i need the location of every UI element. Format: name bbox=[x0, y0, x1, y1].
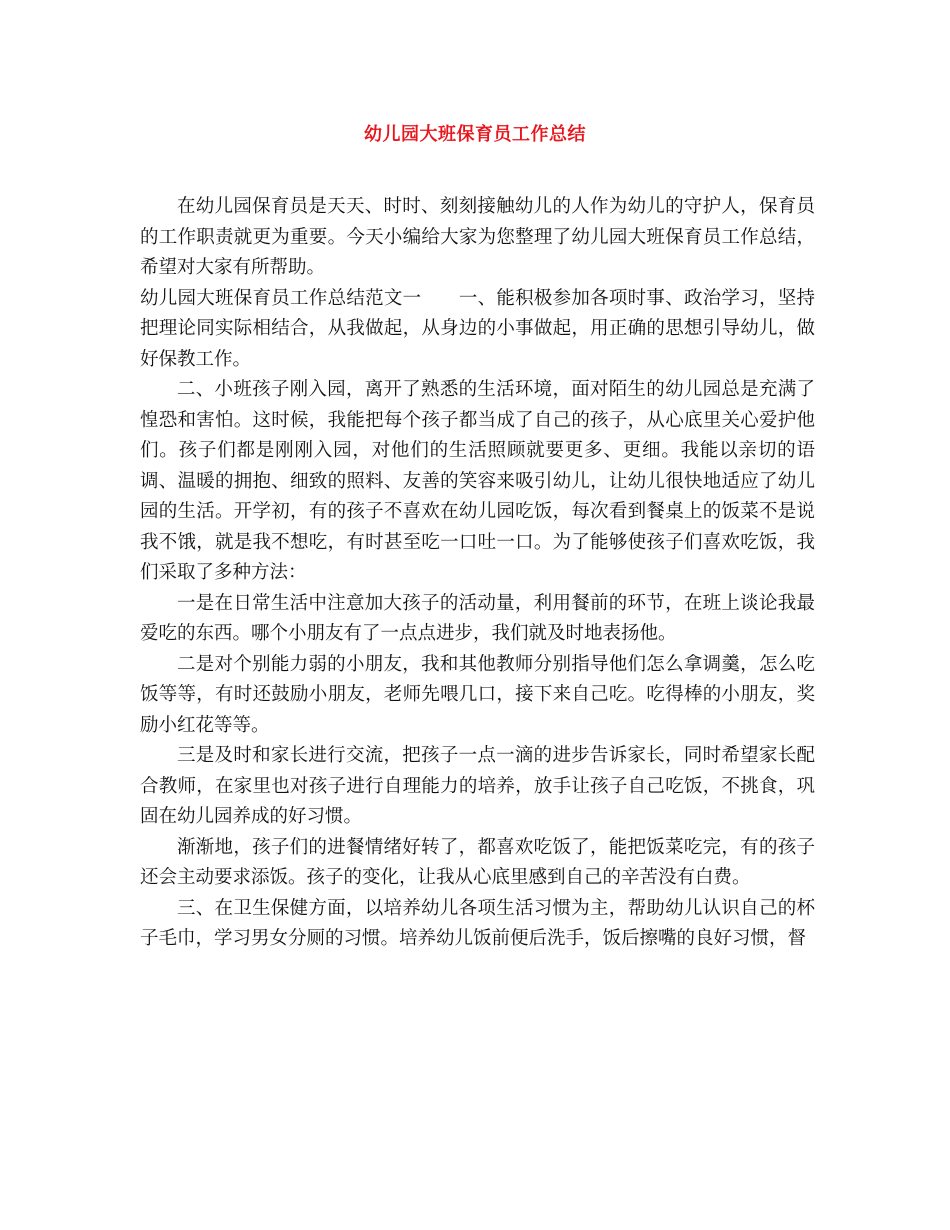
document-body bbox=[140, 192, 815, 955]
paragraph-section-one: 幼儿园大班保育员工作总结范文一 一、能积极参加各项时事、政治学习，坚持把理论同实际相结合，从我做起，从身边的小事做起，用正确的思想引导幼儿，做好保教工作。 bbox=[140, 287, 815, 370]
paragraph-method-one: 一是在日常生活中注意加大孩子的活动量，利用餐前的环节，在班上谈论我最爱吃的东西。哪个小朋友有了一点点进步，我们就及时地表扬他。 bbox=[140, 592, 815, 644]
paragraph-section-two: 二、小班孩子刚入园，离开了熟悉的生活环境，面对陌生的幼儿园总是充满了惶恐和害怕。这时候，我能把每个孩子都当成了自己的孩子，从心底里关心爱护他们。孩子们都是刚刚入园，对他们的生活照顾就要更多、更细。我能以亲切的语调、温暖的拥抱、细致的照料、友善的笑容来吸引幼儿，让幼儿很快地适应了幼儿园的生活。开学初，有的孩子不喜欢在幼儿园吃饭，每次看到餐桌上的饭菜不是说我不饿，就是我不想吃，有时甚至吃一口吐一口。为了能够使孩子们喜欢吃饭，我们采取了多种方法： bbox=[140, 379, 815, 583]
paragraph-result: 渐渐地，孩子们的进餐情绪好转了，都喜欢吃饭了，能把饭菜吃完，有的孩子还会主动要求添饭。孩子的变化，让我从心底里感到自己的辛苦没有白费。 bbox=[140, 836, 815, 888]
paragraph-intro: 在幼儿园保育员是天天、时时、刻刻接触幼儿的人作为幼儿的守护人，保育员的工作职责就更为重要。今天小编给大家为您整理了幼儿园大班保育员工作总结，希望对大家有所帮助。 bbox=[140, 196, 815, 278]
paragraph-section-three: 三、在卫生保健方面，以培养幼儿各项生活习惯为主，帮助幼儿认识自己的杯子毛巾，学习男女分厕的习惯。培养幼儿饭前便后洗手，饭后擦嘴的良好习惯，督 bbox=[140, 897, 815, 949]
paragraph-method-three: 三是及时和家长进行交流，把孩子一点一滴的进步告诉家长，同时希望家长配合教师，在家里也对孩子进行自理能力的培养，放手让孩子自己吃饭，不挑食，巩固在幼儿园养成的好习惯。 bbox=[140, 745, 815, 827]
document-title: 幼儿园大班保育员工作总结 bbox=[364, 124, 586, 145]
paragraph-method-two: 二是对个别能力弱的小朋友，我和其他教师分别指导他们怎么拿调羹，怎么吃饭等等，有时还鼓励小朋友，老师先喂几口，接下来自己吃。吃得棒的小朋友，奖励小红花等等。 bbox=[140, 653, 815, 736]
